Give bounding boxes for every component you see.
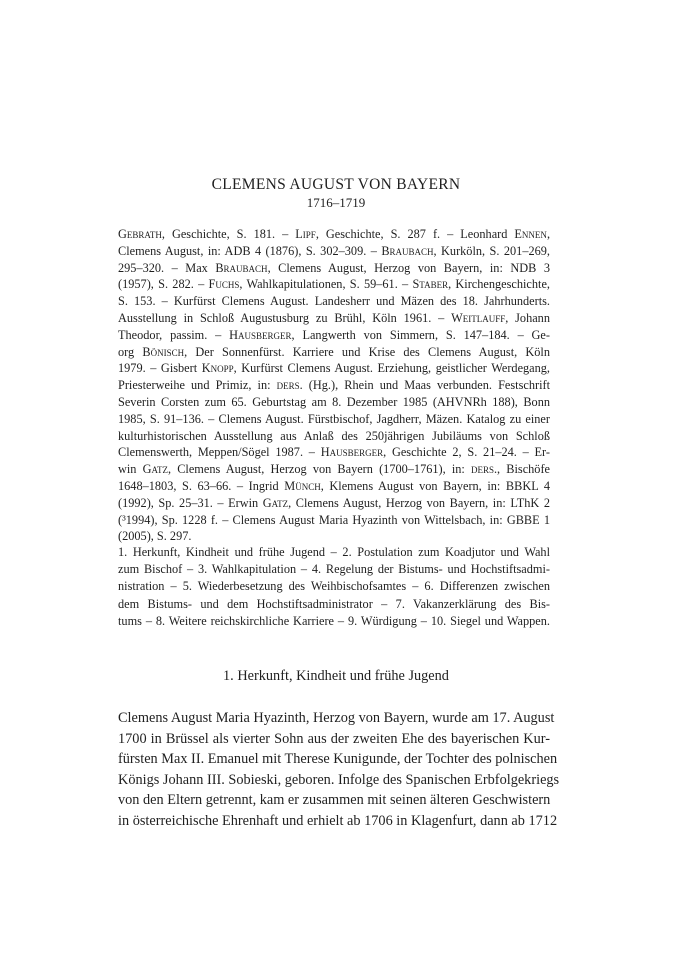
bibliography-text: (³1994), Sp. 1228 f. – Clemens August Maria Hyazinth von Wittelsbach, in: GBBE 1 bbox=[118, 512, 550, 527]
paragraph-line: Königs Johann III. Sobieski, geboren. Infolge des Spanischen Erbfolgekriegs bbox=[118, 771, 560, 788]
bibliography-line bbox=[118, 444, 550, 461]
bibliography-text: (1992), Sp. 25–31. – Erwin bbox=[118, 495, 263, 510]
paragraph-line: fürsten Max II. Emanuel mit Therese Kunigunde, der Tochter des polnischen bbox=[118, 751, 558, 768]
author-name: Staber bbox=[412, 277, 449, 292]
author-name: Hausberger bbox=[320, 445, 384, 460]
section-heading: 1. Herkunft, Kindheit und frühe Jugend bbox=[223, 668, 449, 684]
bibliography-text: , Johann bbox=[505, 310, 550, 325]
bibliography-text: , Kurköln, S. 201–269, bbox=[433, 243, 550, 258]
paragraph-line: 1700 in Brüssel als vierter Sohn aus der zweiten Ehe des bayerischen Kur- bbox=[118, 730, 550, 747]
author-name: Braubach bbox=[215, 260, 268, 275]
author-name: Ennen bbox=[514, 227, 547, 241]
bibliography-text: 1648–1803, S. 63–66. – Ingrid bbox=[118, 478, 285, 493]
bibliography-text: , Kirchengeschichte, bbox=[448, 277, 550, 292]
bibliography-line bbox=[118, 243, 550, 260]
bibliography-text: kulturhistorischen Ausstellung aus Anlaß des 250jährigen Jubiläums von Schloß bbox=[118, 428, 550, 443]
bibliography-text: (1957), S. 282. – bbox=[118, 277, 209, 292]
bibliography-line bbox=[118, 478, 550, 495]
bibliography-line bbox=[118, 495, 550, 512]
table-of-contents bbox=[118, 544, 550, 630]
bibliography-line bbox=[118, 512, 550, 529]
bibliography-text: win bbox=[118, 462, 143, 477]
bibliography-line bbox=[118, 461, 550, 478]
bibliography-line bbox=[118, 528, 550, 545]
bibliography-line bbox=[118, 310, 550, 327]
bibliography-line bbox=[118, 276, 550, 293]
bibliography-text: org bbox=[118, 344, 143, 359]
author-name: Braubach bbox=[381, 243, 434, 258]
bibliography-text: , Clemens August, Herzog von Bayern, in: LThK 2 bbox=[288, 495, 550, 510]
bibliography-line bbox=[118, 293, 550, 310]
bibliography-text: Severin Corsten zum 65. Geburtstag am 8. Dezember 1985 (AHVNRh 188), Bonn bbox=[118, 394, 550, 409]
bibliography-text: , bbox=[546, 227, 551, 241]
bibliography-text: 1979. – Gisbert bbox=[118, 361, 202, 376]
bibliography-text: , Clemens August, Herzog von Bayern, in: NDB 3 bbox=[267, 260, 550, 275]
bibliography-line bbox=[118, 260, 550, 277]
author-name: ders bbox=[470, 462, 494, 477]
bibliography-text: , Langwerth von Simmern, S. 147–184. – Ge- bbox=[291, 327, 550, 342]
toc-line: tums – 8. Weitere reichskirchliche Karriere – 9. Würdigung – 10. Siegel und Wappen. bbox=[118, 613, 550, 628]
bibliography-text: (2005), S. 297. bbox=[118, 529, 192, 544]
author-name: Weitlauff bbox=[451, 310, 506, 325]
paragraph-line: von den Eltern getrennt, kam er zusammen mit seinen älteren Geschwistern bbox=[118, 792, 551, 809]
bibliography-text: , Kurfürst Clemens August. Erziehung, geistlicher Werdegang, bbox=[233, 361, 550, 376]
paragraph-line: in österreichische Ehrenhaft und erhielt ab 1706 in Klagenfurt, dann ab 1712 bbox=[118, 812, 558, 829]
author-name: Gatz bbox=[142, 462, 168, 477]
author-name: Lipf bbox=[295, 227, 316, 241]
bibliography-line bbox=[118, 226, 550, 243]
bibliography-text: ., Bischöfe bbox=[493, 462, 550, 477]
bibliography-text: Priesterweihe und Primiz, in: bbox=[118, 378, 277, 393]
bibliography-text: , Geschichte, S. 287 f. – Leonhard bbox=[315, 227, 515, 241]
author-name: Gatz bbox=[262, 495, 289, 510]
bibliography-text: Theodor, passim. – bbox=[118, 327, 230, 342]
author-name: Hausberger bbox=[229, 327, 292, 342]
author-name: Münch bbox=[284, 478, 321, 493]
bibliography-text: Clemenswerth, Meppen/Sögel 1987. – bbox=[118, 445, 321, 460]
author-name: Knopp bbox=[201, 361, 234, 376]
body-text bbox=[118, 708, 560, 832]
bibliography-line bbox=[118, 360, 550, 377]
bibliography-line bbox=[118, 394, 550, 411]
bibliography-block bbox=[118, 226, 550, 545]
bibliography-text: . (Hg.), Rhein und Maas verbunden. Festschrift bbox=[299, 378, 550, 393]
bibliography-text: , Geschichte 2, S. 21–24. – Er- bbox=[383, 445, 550, 460]
toc-line: dem Bistums- und dem Hochstiftsadministrator – 7. Vakanzerklärung des Bis- bbox=[118, 596, 550, 611]
author-name: Bönisch bbox=[142, 344, 185, 359]
toc-line: nistration – 5. Wiederbesetzung des Weihbischofsamtes – 6. Differenzen zwischen bbox=[118, 579, 550, 594]
author-name: Gebrath bbox=[118, 227, 162, 241]
bibliography-line bbox=[118, 327, 550, 344]
paragraph-line: Clemens August Maria Hyazinth, Herzog von Bayern, wurde am 17. August bbox=[118, 710, 555, 726]
bibliography-text: , Wahlkapitulationen, S. 59–61. – bbox=[239, 277, 413, 292]
bibliography-text: 1985, S. 91–136. – Clemens August. Fürstbischof, Jagdherr, Mäzen. Katalog zu einer bbox=[118, 411, 550, 426]
bibliography-text: S. 153. – Kurfürst Clemens August. Landesherr und Mäzen des 18. Jahrhunderts. bbox=[118, 294, 550, 309]
toc-line: 1. Herkunft, Kindheit und frühe Jugend – 2. Postulation zum Koadjutor und Wahl bbox=[118, 545, 550, 559]
chapter-title: CLEMENS AUGUST VON BAYERN bbox=[211, 176, 461, 193]
bibliography-text: 295–320. – Max bbox=[118, 260, 216, 275]
bibliography-text: Ausstellung in Schloß Augustusburg zu Brühl, Köln 1961. – bbox=[118, 310, 452, 325]
author-name: ders bbox=[276, 378, 300, 393]
chapter-years: 1716–1719 bbox=[306, 195, 366, 210]
bibliography-line bbox=[118, 411, 550, 428]
bibliography-text: Clemens August, in: ADB 4 (1876), S. 302–309. – bbox=[118, 243, 382, 258]
bibliography-text: , Klemens August von Bayern, in: BBKL 4 bbox=[320, 478, 550, 493]
bibliography-text: , Clemens August, Herzog von Bayern (1700–1761), in: bbox=[168, 462, 471, 477]
bibliography-text: , Der Sonnenfürst. Karriere und Krise des Clemens August, Köln bbox=[184, 344, 550, 359]
bibliography-line bbox=[118, 377, 550, 394]
bibliography-line bbox=[118, 428, 550, 445]
bibliography-line bbox=[118, 344, 550, 361]
author-name: Fuchs bbox=[208, 277, 240, 292]
toc-line: zum Bischof – 3. Wahlkapitulation – 4. Regelung der Bistums- und Hochstiftsadmi- bbox=[118, 562, 550, 577]
bibliography-text: , Geschichte, S. 181. – bbox=[161, 227, 296, 241]
